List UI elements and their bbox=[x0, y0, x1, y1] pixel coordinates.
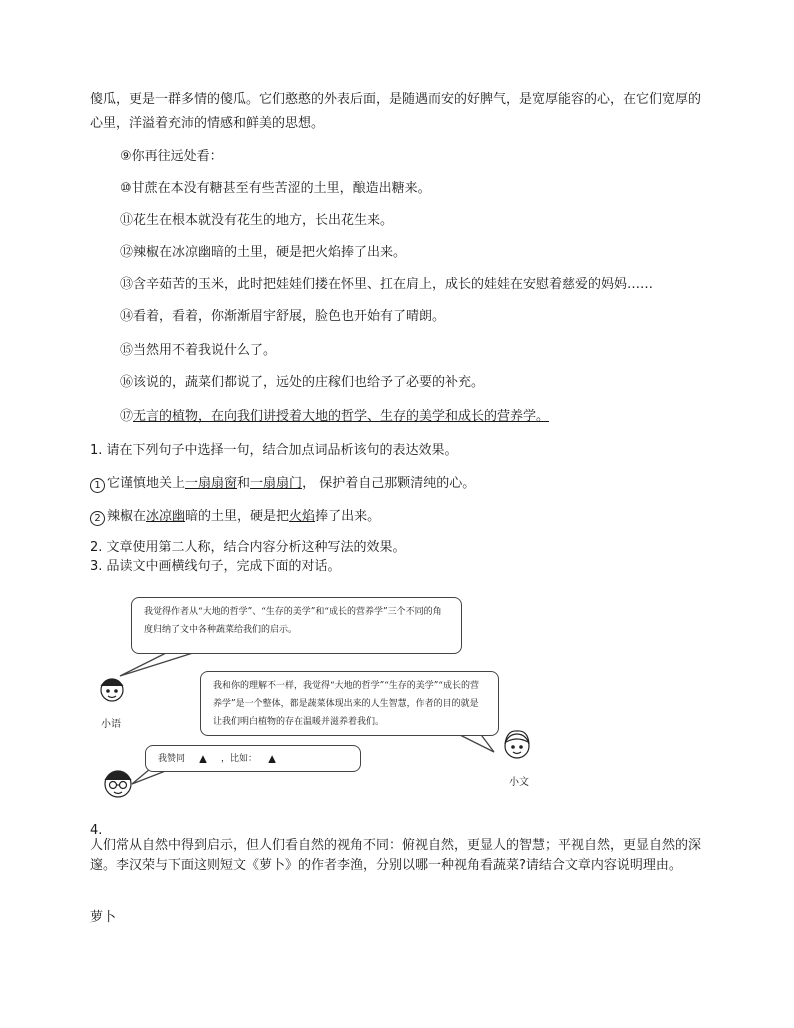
paragraph-number: ⑮ bbox=[120, 343, 134, 358]
paragraph-text: 含辛茹苦的玉米，此时把娃娃们搂在怀里、扛在肩上，成长的娃娃在安慰着慈爱的妈妈…… bbox=[133, 277, 654, 292]
option-2-marker: 2 bbox=[90, 511, 105, 526]
paragraph-number: ⑰ bbox=[120, 409, 134, 424]
option-text: 和 bbox=[237, 476, 251, 491]
bubble-1-tail bbox=[120, 652, 196, 676]
short-essay-title: 萝卜 bbox=[90, 910, 117, 925]
answer-blank-1[interactable]: ▲ bbox=[199, 754, 207, 764]
paragraph-text: 当然用不着我说什么了。 bbox=[133, 343, 277, 358]
option-1-marker: 1 bbox=[90, 478, 105, 493]
paragraph-number: ⑪ bbox=[120, 213, 134, 228]
paragraph-text: 甘蔗在本没有糖甚至有些苦涩的土里，酿造出糖来。 bbox=[131, 181, 431, 196]
speech-bubble-xiaowen: 我和你的理解不一样，我觉得“大地的哲学”“生存的美学”“成长的营养学”是一个整体，都是蔬菜体现出来的人生智慧，作者的目的就是让我们明白植物的存在温暖并滋养着我们。 bbox=[200, 671, 499, 736]
bubble-middle: ，比如： bbox=[221, 754, 258, 764]
option-text: 它谨慎地关上 bbox=[107, 476, 186, 491]
question-1-prompt: 1. 请在下列句子中选择一句，结合加点词品析该句的表达效果。 bbox=[90, 443, 458, 458]
dotted-word: 一扇扇门 bbox=[250, 476, 303, 491]
speech-bubble-blank bbox=[145, 745, 361, 772]
option-text: 暗的土里，硬是把 bbox=[185, 509, 290, 524]
dotted-word: 一扇扇窗 bbox=[185, 476, 238, 491]
question-3: 3. 品读文中画横线句子，完成下面的对话。 bbox=[90, 559, 341, 574]
paragraph-text: 该说的，蔬菜们都说了，远处的庄稼们也给予了必要的补充。 bbox=[133, 375, 485, 390]
paragraph-number: ⑯ bbox=[120, 375, 134, 390]
glasses-child-face-icon bbox=[105, 771, 131, 797]
option-text: ， 保护着自己那颗清纯的心。 bbox=[302, 476, 476, 491]
paragraph-number: ⑫ bbox=[120, 245, 134, 260]
paragraph-text: 辣椒在冰凉幽暗的土里，硬是把火焰捧了出来。 bbox=[133, 245, 407, 260]
paragraph-number: ⑨ bbox=[120, 149, 132, 164]
question-4-text: 人们常从自然中得到启示，但人们看自然的视角不同：俯视自然，更显人的智慧；平视自然，更显自然的深邃。李汉荣与下面这则短文《萝卜》的作者李渔，分别以哪一种视角看蔬菜?请结合文章内容说明理由。 bbox=[90, 838, 702, 873]
xiaoyu-face-icon bbox=[101, 679, 123, 701]
question-2: 2. 文章使用第二人称，结合内容分析这种写法的效果。 bbox=[90, 540, 406, 555]
xiaowen-face-icon bbox=[505, 731, 529, 758]
option-text: 捧了出来。 bbox=[315, 509, 381, 524]
dotted-word: 冰凉幽 bbox=[146, 509, 186, 524]
speech-bubble-xiaoyu: 我觉得作者从“大地的哲学”、“生存的美学”和“成长的营养学”三个不同的角度归纳了文中各种蔬菜给我们的启示。 bbox=[131, 597, 462, 654]
answer-blank-2[interactable]: ▲ bbox=[268, 754, 276, 764]
xiaowen-name: 小文 bbox=[509, 777, 529, 788]
paragraph-number: ⑬ bbox=[120, 277, 134, 292]
paragraph-text: 花生在根本就没有花生的地方，长出花生来。 bbox=[133, 213, 394, 228]
bubble-prefix: 我赞同 bbox=[158, 754, 186, 764]
paragraph-number: ⑭ bbox=[120, 309, 134, 324]
paragraph-text: 你再往远处看： bbox=[131, 149, 223, 164]
dotted-word: 火焰 bbox=[289, 509, 316, 524]
paragraph-text: 看着，看着，你渐渐眉宇舒展，脸色也开始有了晴朗。 bbox=[133, 309, 446, 324]
underlined-sentence: 无言的植物，在向我们讲授着大地的哲学、生存的美学和成长的营养学。 bbox=[133, 409, 550, 424]
option-text: 辣椒在 bbox=[107, 509, 147, 524]
paragraph-number: ⑩ bbox=[120, 181, 132, 196]
xiaoyu-name: 小语 bbox=[101, 719, 121, 730]
question-4-number: 4. bbox=[90, 823, 103, 838]
intro-paragraph: 傻瓜，更是一群多情的傻瓜。它们憨憨的外表后面，是随遇而安的好脾气，是宽厚能容的心，在它们宽厚的心里，洋溢着充沛的情感和鲜美的思想。 bbox=[90, 92, 702, 131]
